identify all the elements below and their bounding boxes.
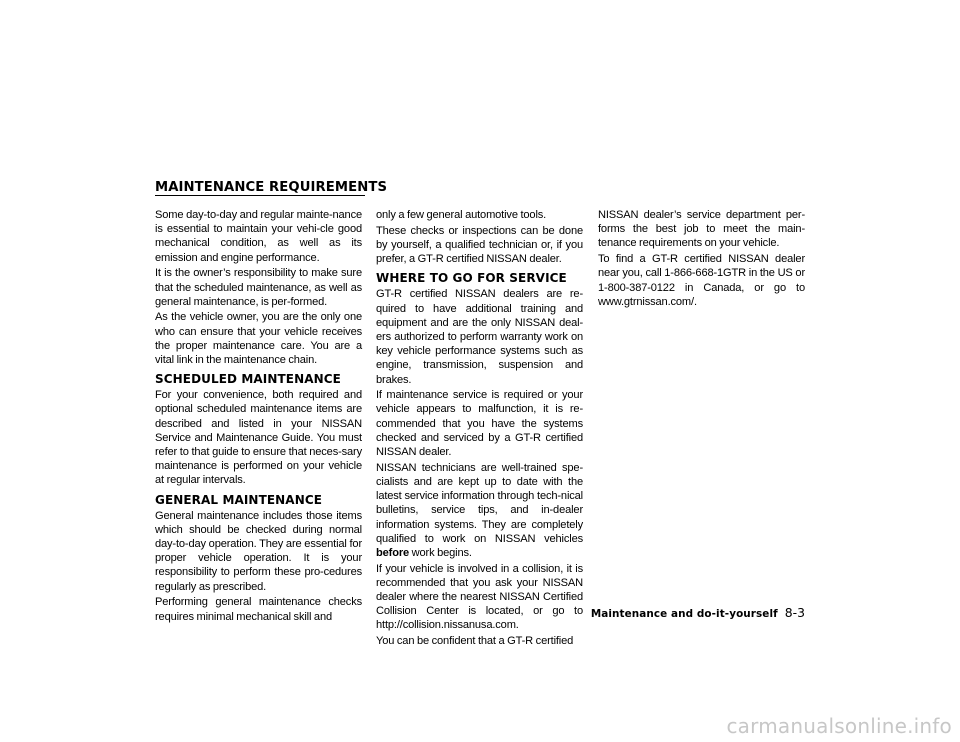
- scheduled-maintenance-paragraph: For your convenience, both required and optional scheduled maintenance items are described and listed in your NISSAN Service and Maintenance Guide. You must refer to that guide to ensure that neces-sary maintenance is performed on your vehicle at regular intervals.: [155, 389, 362, 487]
- page-number: 8-3: [784, 605, 805, 620]
- checks-paragraph: These checks or inspections can be done by yourself, a qualified technician or, if you prefer, a GT-R certified NISSAN dealer.: [376, 224, 583, 266]
- title-underline: [155, 195, 365, 196]
- column-3: [598, 208, 805, 310]
- technicians-text: NISSAN technicians are well-trained spe-cialists and are kept up to date with the latest service information through tech-nical bulletins, service tips, and in-dealer information systems. They are completely qualified to work on NISSAN vehicles: [376, 461, 583, 545]
- malfunction-paragraph: If maintenance service is required or your vehicle appears to malfunction, it is re-commended that you have the systems checked and serviced by a GT-R certified NISSAN dealer.: [376, 389, 583, 459]
- column-2: [376, 208, 583, 650]
- before-emphasis: before: [376, 546, 410, 559]
- collision-paragraph: If your vehicle is involved in a collision, it is recommended that you ask your NISSAN dealer where the nearest NISSAN Certified Collision Center is located, or go to http://collision.nissanusa.com.: [376, 562, 583, 632]
- scheduled-maintenance-heading: SCHEDULED MAINTENANCE: [155, 372, 341, 387]
- general-maintenance-heading: GENERAL MAINTENANCE: [155, 492, 323, 507]
- column-1: [155, 208, 362, 625]
- footer-section-title: Maintenance and do-it-yourself: [590, 608, 778, 620]
- tools-paragraph: only a few general automotive tools.: [376, 209, 547, 221]
- vital-link-paragraph: As the vehicle owner, you are the only one who can ensure that your vehicle receives the proper maintenance care. You are a vital link in the maintenance chain.: [155, 311, 362, 367]
- general-checks-paragraph: Performing general maintenance checks requires minimal mechanical skill and: [155, 596, 362, 623]
- intro-paragraph: Some day-to-day and regular mainte-nance is essential to maintain your vehi-cle good mechanical condition, as well as its emission and engine performance.: [155, 209, 362, 264]
- confidence-paragraph: You can be confident that a GT-R certified: [376, 635, 574, 648]
- technicians-paragraph: [376, 461, 583, 560]
- find-dealer-paragraph: To find a GT-R certified NISSAN dealer near you, call 1-866-668-1GTR in the US or 1-800-387-0122 in Canada, or go to www.gtrnissan.com/.: [598, 253, 805, 308]
- certified-dealers-paragraph: GT-R certified NISSAN dealers are re-quired to have additional training and equipment and are the only NISSAN deal-ers authorized to perform warranty work on key vehicle performance systems such as engine, transmission, suspension and brakes.: [376, 288, 583, 386]
- page-footer: [591, 605, 805, 620]
- technicians-tail: work begins.: [409, 546, 472, 559]
- where-to-go-heading: WHERE TO GO FOR SERVICE: [376, 271, 567, 286]
- watermark: carmanualsonline.info: [726, 714, 952, 738]
- owner-responsibility-paragraph: It is the owner’s responsibility to make sure that the scheduled maintenance, as well as general maintenance, is per-formed.: [155, 267, 362, 308]
- service-department-paragraph: NISSAN dealer’s service department per-forms the best job to meet the main-tenance requirements on your vehicle.: [598, 209, 805, 250]
- page-title: MAINTENANCE REQUIREMENTS: [155, 180, 388, 195]
- general-maintenance-paragraph: General maintenance includes those items which should be checked during normal day-to-day operation. They are essential for proper vehicle operation. It is your responsibility to perform these pro-cedures regularly as prescribed.: [155, 509, 362, 593]
